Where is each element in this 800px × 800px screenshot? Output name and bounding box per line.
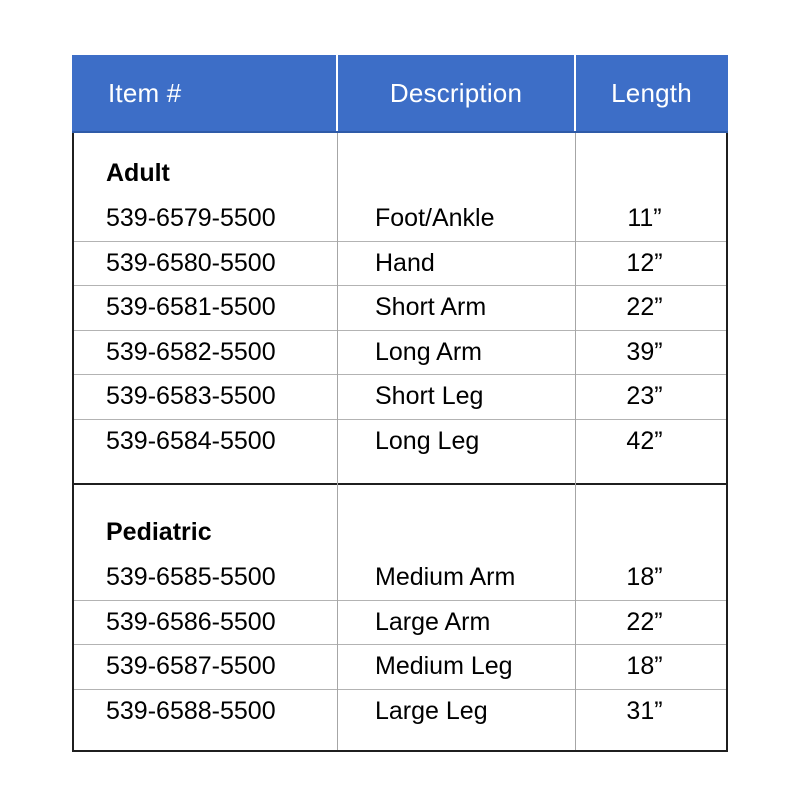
length-cell: 12” — [626, 248, 663, 277]
table-row — [74, 330, 726, 375]
table-body — [72, 133, 728, 752]
description-cell: Foot/Ankle — [375, 203, 495, 232]
length-cell: 39” — [626, 337, 663, 366]
section-label-row — [74, 485, 726, 555]
length-cell: 42” — [626, 426, 663, 455]
body-column-divider — [337, 133, 338, 750]
item-number-cell: 539-6582-5500 — [106, 337, 276, 366]
table-row — [74, 374, 726, 419]
table-row — [74, 689, 726, 734]
item-number-cell: 539-6581-5500 — [106, 293, 276, 322]
description-cell: Long Leg — [375, 426, 480, 455]
description-cell: Short Leg — [375, 382, 484, 411]
section-adult — [74, 133, 726, 485]
description-cell: Long Arm — [375, 337, 483, 366]
table-row — [74, 644, 726, 689]
table-row — [74, 555, 726, 600]
description-cell: Medium Leg — [375, 652, 513, 681]
section-label: Pediatric — [106, 518, 212, 546]
table-row — [74, 419, 726, 464]
description-cell: Hand — [375, 248, 435, 277]
column-header-length: Length — [611, 77, 692, 108]
column-header-description: Description — [389, 77, 523, 108]
length-cell: 22” — [626, 293, 663, 322]
section-label-row — [74, 133, 726, 196]
section-pediatric — [74, 485, 726, 750]
description-cell: Short Arm — [375, 293, 487, 322]
table-header-row — [72, 55, 728, 133]
header-column-divider — [336, 55, 338, 131]
table-row — [74, 600, 726, 645]
description-cell: Large Leg — [375, 696, 488, 725]
column-header-item-number: Item # — [108, 77, 182, 108]
item-number-cell: 539-6586-5500 — [106, 607, 276, 636]
section-label: Adult — [106, 159, 170, 187]
item-number-cell: 539-6579-5500 — [106, 203, 276, 232]
description-cell: Medium Arm — [375, 562, 516, 591]
item-number-cell: 539-6588-5500 — [106, 696, 276, 725]
body-column-divider — [575, 133, 576, 750]
item-number-cell: 539-6583-5500 — [106, 382, 276, 411]
length-cell: 31” — [626, 696, 663, 725]
table-row — [74, 285, 726, 330]
item-number-cell: 539-6584-5500 — [106, 426, 276, 455]
item-number-cell: 539-6587-5500 — [106, 652, 276, 681]
length-cell: 22” — [626, 607, 663, 636]
description-cell: Large Arm — [375, 607, 491, 636]
length-cell: 11” — [627, 203, 662, 232]
section-spacer — [74, 733, 726, 750]
length-cell: 18” — [626, 562, 663, 591]
table-row — [74, 196, 726, 241]
length-cell: 23” — [626, 382, 663, 411]
item-number-cell: 539-6580-5500 — [106, 248, 276, 277]
length-cell: 18” — [626, 652, 663, 681]
section-spacer — [74, 463, 726, 483]
table-row — [74, 241, 726, 286]
header-column-divider — [574, 55, 576, 131]
item-number-cell: 539-6585-5500 — [106, 562, 276, 591]
product-table — [72, 55, 728, 752]
